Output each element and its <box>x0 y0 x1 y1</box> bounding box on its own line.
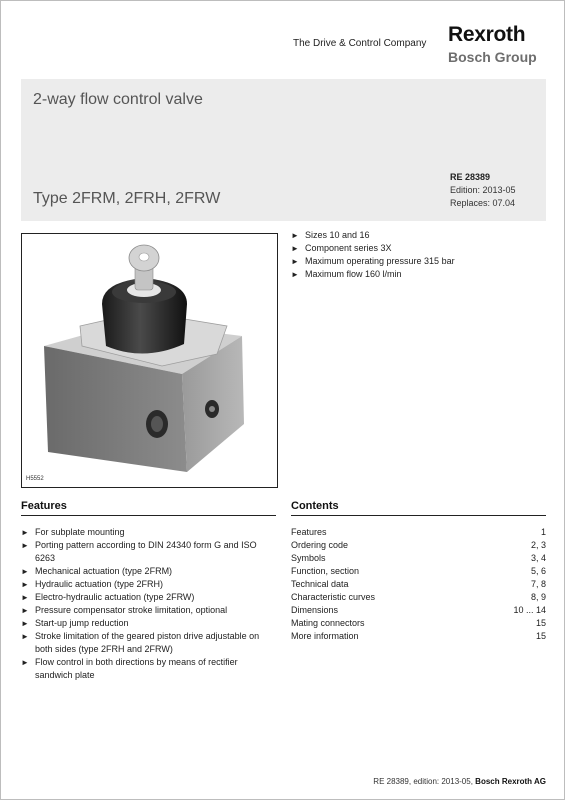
features-heading: Features <box>21 500 67 512</box>
toc-page: 5, 6 <box>530 566 546 576</box>
arrow-right-icon: ► <box>21 593 29 602</box>
toc-row[interactable] <box>291 617 546 630</box>
toc-page: 1 <box>540 527 546 537</box>
toc-label: Ordering code <box>291 540 349 550</box>
list-item: ► Maximum flow 160 l/min <box>291 269 402 279</box>
toc-page: 8, 9 <box>530 592 546 602</box>
toc-label: Characteristic curves <box>291 592 376 602</box>
toc-row[interactable] <box>291 591 546 604</box>
toc-label: Symbols <box>291 553 326 563</box>
toc-row[interactable] <box>291 552 546 565</box>
arrow-right-icon: ► <box>291 231 299 240</box>
list-item: ► Flow control in both directions by means of rectifier sandwich plate <box>21 657 238 680</box>
arrow-right-icon: ► <box>21 632 29 641</box>
list-item: ► Start-up jump reduction <box>21 618 129 628</box>
toc-page: 2, 3 <box>530 540 546 550</box>
toc-row[interactable] <box>291 526 546 539</box>
arrow-right-icon: ► <box>21 528 29 537</box>
replaces-date: Replaces: 07.04 <box>450 198 516 208</box>
toc-page: 3, 4 <box>530 553 546 563</box>
edition-date: Edition: 2013-05 <box>450 185 516 195</box>
document-subtitle: Type 2FRM, 2FRH, 2FRW <box>33 190 221 207</box>
page-footer <box>373 777 546 786</box>
arrow-right-icon: ► <box>21 567 29 576</box>
list-item: ► Electro-hydraulic actuation (type 2FRW) <box>21 592 195 602</box>
toc-label: Features <box>291 527 327 537</box>
toc-page: 10 ... 14 <box>513 605 546 615</box>
photo-id-label: H5552 <box>26 476 44 482</box>
list-item: ► Porting pattern according to DIN 24340 form G and ISO 6263 <box>21 540 257 563</box>
divider <box>21 515 276 516</box>
list-item: ► Sizes 10 and 16 <box>291 230 370 240</box>
arrow-right-icon: ► <box>21 658 29 667</box>
toc-page: 15 <box>535 618 546 628</box>
list-item: ► Stroke limitation of the geared piston drive adjustable on both sides (type 2FRH and 2FRW) <box>21 631 260 654</box>
list-item: ► Component series 3X <box>291 243 392 253</box>
table-of-contents <box>291 526 546 643</box>
contents-heading: Contents <box>291 500 339 512</box>
list-item: ► Hydraulic actuation (type 2FRH) <box>21 579 164 589</box>
toc-label: Mating connectors <box>291 618 365 628</box>
arrow-right-icon: ► <box>291 270 299 279</box>
document-title: 2-way flow control valve <box>33 91 203 108</box>
document-number: RE 28389 <box>450 172 491 182</box>
toc-label: Technical data <box>291 579 349 589</box>
valve-illustration <box>22 234 277 487</box>
title-band <box>21 79 546 221</box>
toc-label: Dimensions <box>291 605 339 615</box>
list-item: ► For subplate mounting <box>21 527 125 537</box>
footer-company: Bosch Rexroth AG <box>475 777 546 786</box>
list-item: ► Maximum operating pressure 315 bar <box>291 256 455 266</box>
toc-row[interactable] <box>291 604 546 617</box>
toc-row[interactable] <box>291 539 546 552</box>
features-list <box>21 526 276 682</box>
list-item: ► Mechanical actuation (type 2FRM) <box>21 566 173 576</box>
footer-doc-info: RE 28389, edition: 2013-05, <box>373 777 473 786</box>
divider <box>291 515 546 516</box>
arrow-right-icon: ► <box>21 541 29 550</box>
company-tagline: The Drive & Control Company <box>293 38 427 49</box>
product-photo <box>21 233 278 488</box>
toc-page: 7, 8 <box>530 579 546 589</box>
rexroth-logo: Rexroth <box>448 23 526 46</box>
list-item: ► Pressure compensator stroke limitation, optional <box>21 605 228 615</box>
arrow-right-icon: ► <box>291 244 299 253</box>
arrow-right-icon: ► <box>21 606 29 615</box>
key-specs <box>291 229 546 281</box>
arrow-right-icon: ► <box>21 619 29 628</box>
toc-label: More information <box>291 631 359 641</box>
toc-label: Function, section <box>291 566 360 576</box>
arrow-right-icon: ► <box>21 580 29 589</box>
toc-page: 15 <box>535 631 546 641</box>
arrow-right-icon: ► <box>291 257 299 266</box>
toc-row[interactable] <box>291 630 546 643</box>
bosch-group-logo: Bosch Group <box>448 49 537 65</box>
toc-row[interactable] <box>291 565 546 578</box>
toc-row[interactable] <box>291 578 546 591</box>
